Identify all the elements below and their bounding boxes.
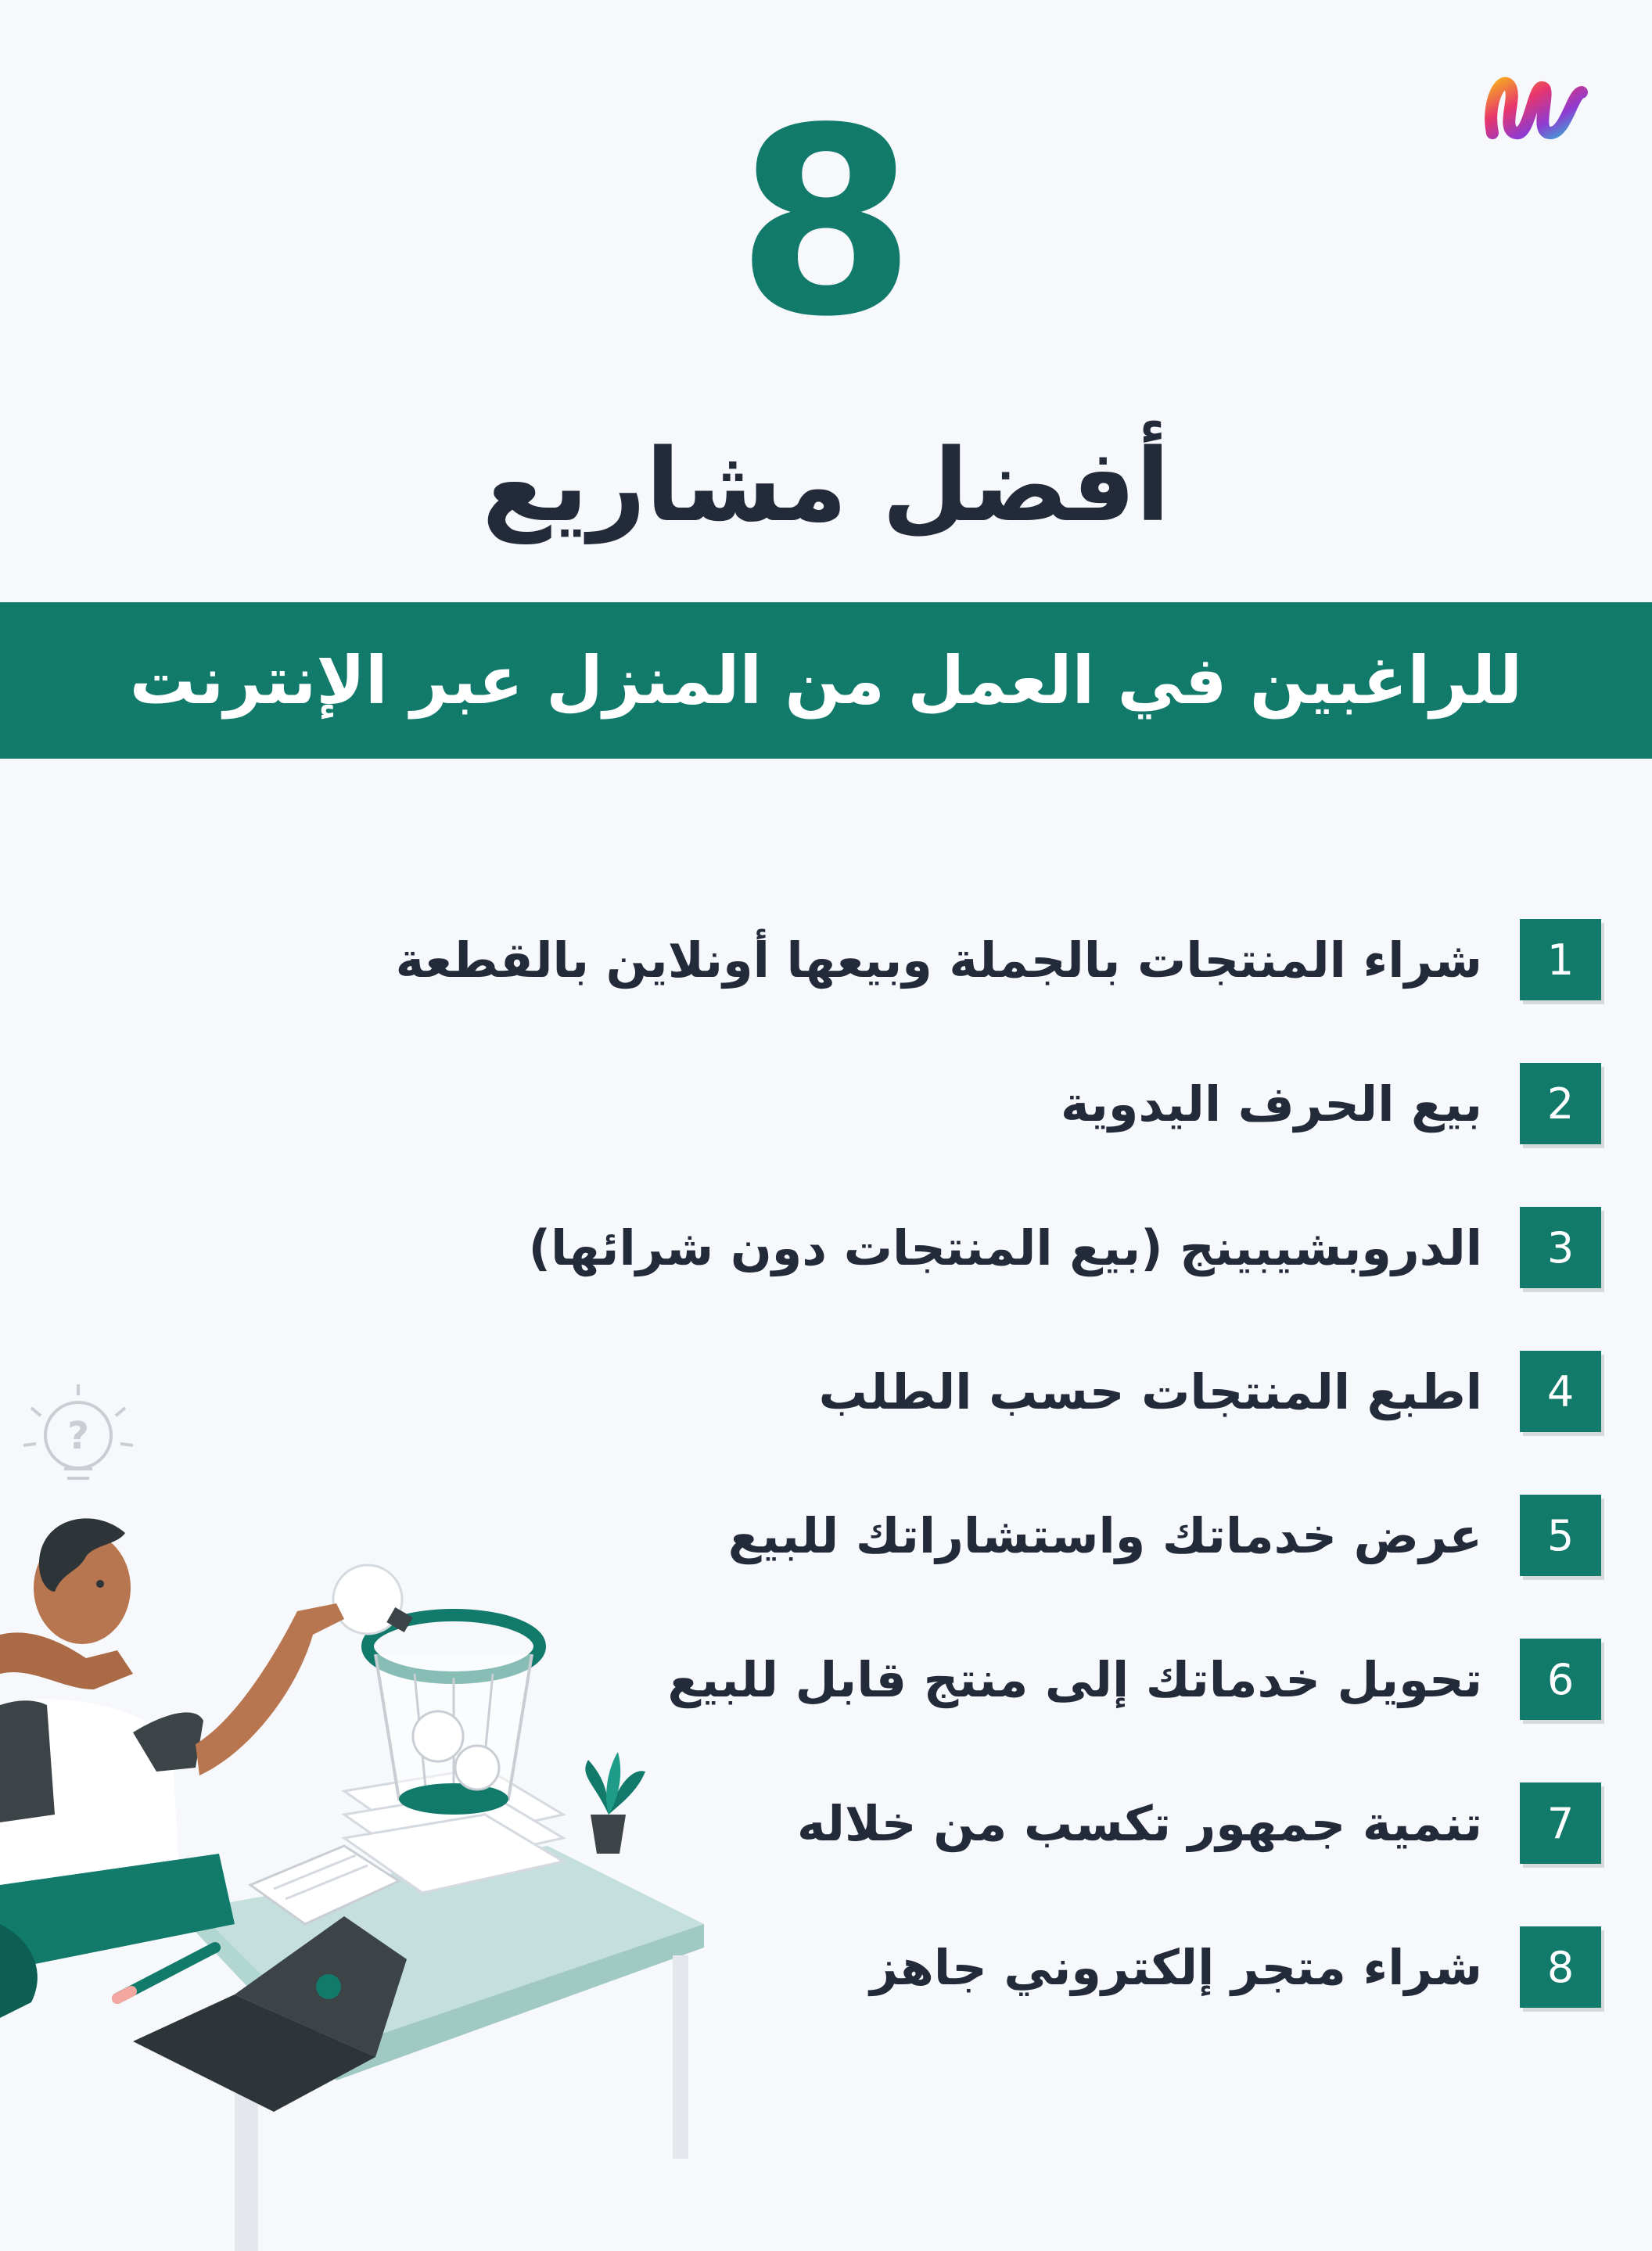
item-number-badge: 8 xyxy=(1520,1926,1601,2008)
headline-number: 8 xyxy=(736,73,916,373)
item-number-badge: 7 xyxy=(1520,1782,1601,1864)
svg-text:?: ? xyxy=(67,1414,89,1458)
item-label: بيع الحرف اليدوية xyxy=(1061,1075,1482,1133)
plant-icon xyxy=(585,1752,645,1854)
person-at-desk-illustration xyxy=(0,1377,751,2251)
item-label: الدروبشيبينج (بيع المنتجات دون شرائها) xyxy=(528,1219,1482,1276)
item-number-badge: 6 xyxy=(1520,1639,1601,1720)
subtitle-text: للراغبين في العمل من المنزل عبر الإنترنت xyxy=(129,642,1523,719)
page-title: أفضل مشاريع xyxy=(482,428,1170,544)
item-label: اطبع المنتجات حسب الطلب xyxy=(818,1362,1482,1420)
item-number-badge: 5 xyxy=(1520,1495,1601,1576)
item-number-badge: 4 xyxy=(1520,1351,1601,1432)
list-item xyxy=(350,1063,1601,1144)
item-label: عرض خدماتك واستشاراتك للبيع xyxy=(727,1506,1482,1564)
list-item xyxy=(350,919,1601,1000)
item-label: شراء متجر إلكتروني جاهز xyxy=(870,1938,1482,1996)
pencil-icon xyxy=(117,1948,215,1998)
item-number-badge: 1 xyxy=(1520,919,1601,1000)
item-number-badge: 3 xyxy=(1520,1207,1601,1288)
item-label: تحويل خدماتك إلى منتج قابل للبيع xyxy=(667,1650,1482,1708)
item-label: شراء المنتجات بالجملة وبيعها أونلاين بالقطعة xyxy=(395,931,1482,989)
list-item xyxy=(350,1207,1601,1288)
item-number-badge: 2 xyxy=(1520,1063,1601,1144)
item-label: تنمية جمهور تكسب من خلاله xyxy=(796,1794,1482,1852)
subtitle-banner xyxy=(0,602,1652,759)
